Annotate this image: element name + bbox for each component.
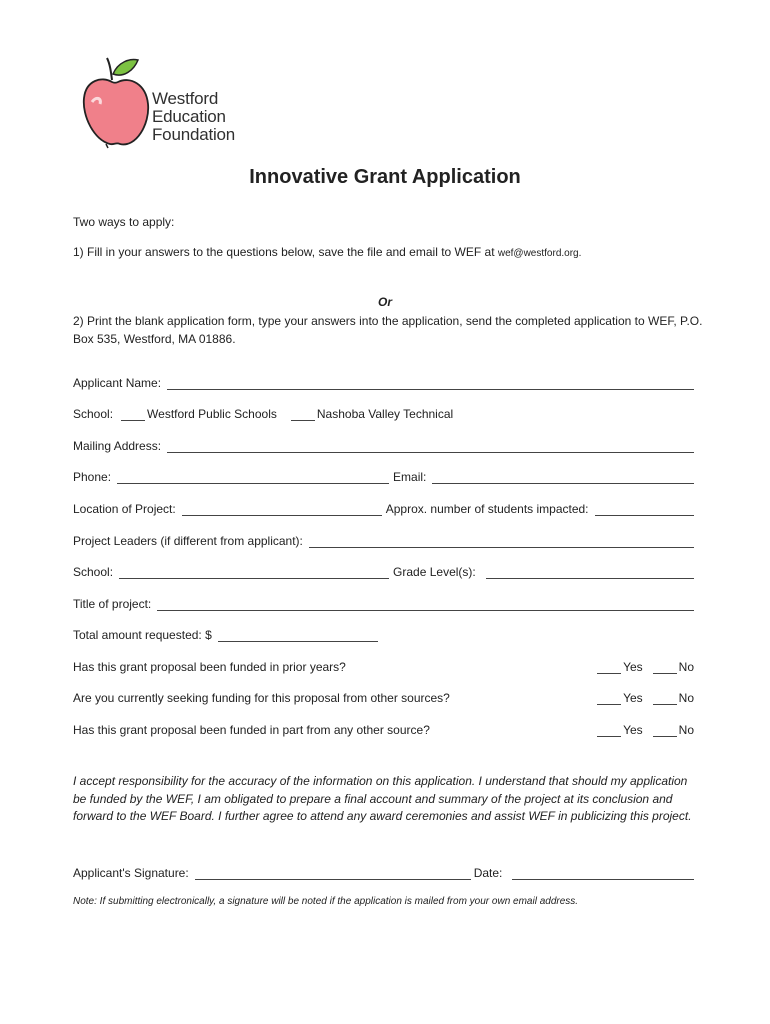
- amount-label: Total amount requested: $: [73, 628, 212, 642]
- no-checkbox[interactable]: [653, 692, 677, 705]
- email-label: Email:: [393, 470, 427, 484]
- or-separator: Or: [377, 295, 392, 309]
- applicant-name-field[interactable]: [167, 377, 694, 390]
- westford-public-schools-checkbox[interactable]: [121, 408, 145, 421]
- school-two-field[interactable]: [119, 566, 389, 579]
- question-text: Has this grant proposal been funded in part from any other source?: [73, 723, 430, 737]
- no-label: No: [678, 691, 694, 705]
- school-grade-row: [73, 565, 694, 579]
- grade-levels-label: Grade Level(s):: [393, 565, 476, 579]
- date-label: Date:: [473, 866, 503, 880]
- yes-label: Yes: [623, 660, 643, 674]
- project-leaders-row: [73, 534, 694, 548]
- wef-email-link[interactable]: wef@westford.org.: [497, 248, 582, 259]
- applicant-name-label: Applicant Name:: [73, 376, 162, 390]
- option-one-text: [73, 245, 581, 259]
- project-leaders-label: Project Leaders (if different from applicant):: [73, 534, 303, 548]
- yes-label: Yes: [623, 723, 643, 737]
- phone-field[interactable]: [117, 471, 389, 484]
- phone-label: Phone:: [73, 470, 112, 484]
- school-two-label: School:: [73, 565, 114, 579]
- project-title-label: Title of project:: [73, 597, 152, 611]
- responsibility-statement: I accept responsibility for the accuracy of the information on this application. I understand that should my application be funded by the WEF, I am obligated to prepare a final account and summary of the project at its conclusion and forward to the WEF Board. I further agree to attend any award ceremonies and assist WEF in publicizing this project.: [73, 774, 692, 823]
- school-row: [73, 407, 694, 421]
- project-title-row: [73, 597, 694, 611]
- project-title-field[interactable]: [157, 598, 694, 611]
- no-checkbox[interactable]: [653, 724, 677, 737]
- grade-levels-field[interactable]: [486, 566, 694, 579]
- signature-row: [73, 866, 694, 880]
- nashoba-valley-technical-label: Nashoba Valley Technical: [316, 407, 454, 421]
- date-field[interactable]: [512, 867, 694, 880]
- option-two-text: 2) Print the blank application form, type your answers into the application, send the completed application to WEF, P.O. Box 535, Westford, MA 01886.: [73, 314, 703, 346]
- school-label: School:: [73, 407, 114, 421]
- students-field[interactable]: [595, 503, 694, 516]
- yes-no-options: [597, 723, 694, 737]
- project-leaders-field[interactable]: [309, 535, 694, 548]
- yes-checkbox[interactable]: [597, 661, 621, 674]
- location-row: [73, 502, 694, 516]
- logo-line-education: Education: [152, 107, 226, 126]
- email-field[interactable]: [432, 471, 694, 484]
- yes-label: Yes: [623, 691, 643, 705]
- westford-public-schools-label: Westford Public Schools: [147, 407, 277, 421]
- mailing-address-row: [73, 439, 694, 453]
- option-one-instructions: 1) Fill in your answers to the questions below, save the file and email to WEF at: [73, 245, 498, 259]
- no-checkbox[interactable]: [653, 661, 677, 674]
- signature-label: Applicant's Signature:: [73, 866, 189, 880]
- submission-note: Note: If submitting electronically, a signature will be noted if the application is mailed from your own email address.: [73, 896, 579, 907]
- intro-text: Two ways to apply:: [73, 215, 175, 229]
- yes-no-options: [597, 691, 694, 705]
- logo-line-foundation: Foundation: [152, 125, 236, 144]
- mailing-address-label: Mailing Address:: [73, 439, 162, 453]
- location-field[interactable]: [182, 503, 382, 516]
- question-row: [73, 660, 694, 674]
- no-label: No: [678, 660, 694, 674]
- yes-checkbox[interactable]: [597, 692, 621, 705]
- signature-field[interactable]: [195, 867, 471, 880]
- nashoba-valley-technical-checkbox[interactable]: [291, 408, 315, 421]
- apple-icon: [80, 52, 160, 152]
- logo: [80, 52, 255, 152]
- yes-no-options: [597, 660, 694, 674]
- logo-line-westford: Westford: [152, 89, 219, 108]
- mailing-address-field[interactable]: [167, 440, 694, 453]
- amount-field[interactable]: [218, 629, 378, 642]
- question-text: Has this grant proposal been funded in prior years?: [73, 660, 346, 674]
- question-row: [73, 691, 694, 705]
- question-row: [73, 723, 694, 737]
- page-title: Innovative Grant Application: [249, 166, 521, 188]
- students-label: Approx. number of students impacted:: [385, 502, 589, 516]
- location-label: Location of Project:: [73, 502, 176, 516]
- question-text: Are you currently seeking funding for this proposal from other sources?: [73, 691, 450, 705]
- no-label: No: [678, 723, 694, 737]
- phone-email-row: [73, 470, 694, 484]
- yes-checkbox[interactable]: [597, 724, 621, 737]
- amount-row: [73, 628, 694, 642]
- applicant-name-row: [73, 376, 694, 390]
